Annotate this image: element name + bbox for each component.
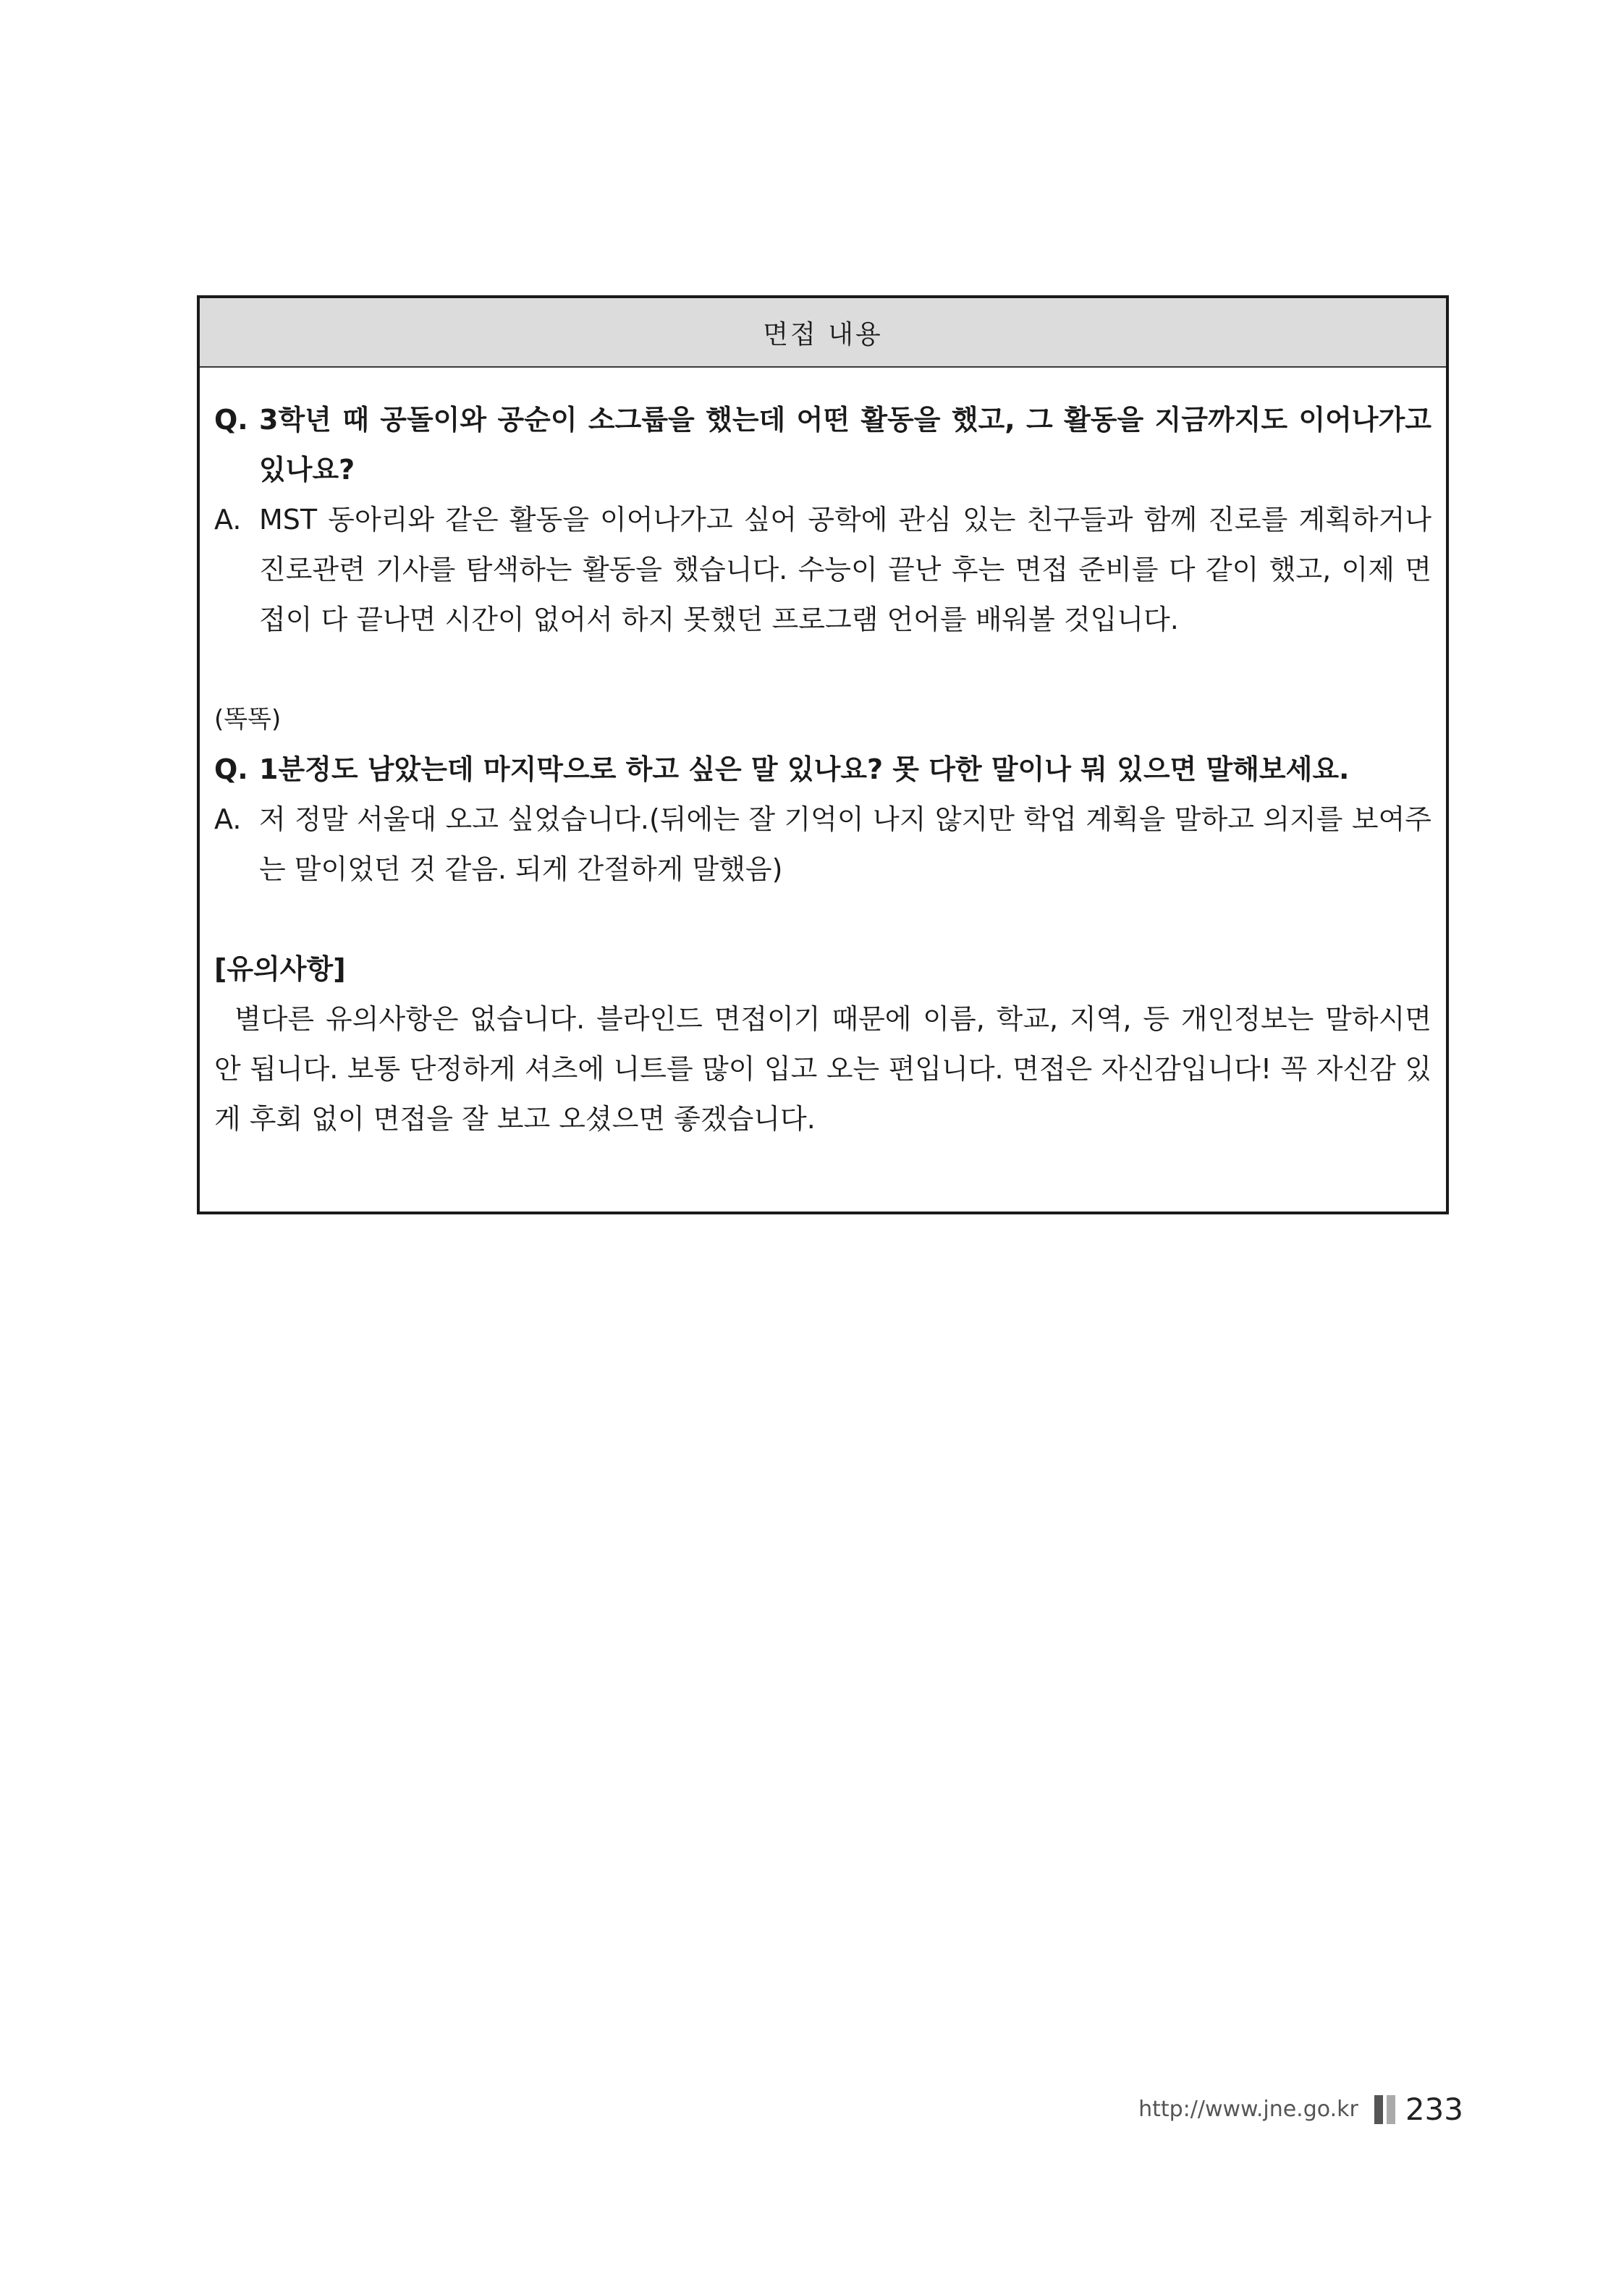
spacer (214, 645, 1431, 695)
question-1 (214, 395, 1431, 495)
interview-content-box (197, 295, 1449, 1214)
knock-note: (똑똑) (214, 705, 282, 734)
answer-marker: A. (214, 504, 242, 536)
box-header: 면접 내용 (200, 298, 1446, 368)
question-marker: Q. (214, 404, 248, 436)
answer-2 (214, 795, 1431, 895)
notes-body: 별다른 유의사항은 없습니다. 블라인드 면접이기 때문에 이름, 학교, 지역, 등 개인정보는 말하시면 안 됩니다. 보통 단정하게 셔츠에 니트를 많이 입고 오는 편입니다. 면접은 자신감입니다! 꼭 자신감 있게 후회 없이 면접을 잘 보고 오셨으면 좋겠습니다. (214, 1003, 1431, 1135)
box-content (200, 368, 1446, 1144)
spacer (214, 895, 1431, 944)
question-text: 1분정도 남았는데 마지막으로 하고 싶은 말 있나요? 못 다한 말이나 뭐 있으면 말해보세요. (259, 753, 1350, 785)
answer-marker: A. (214, 803, 242, 835)
question-text: 3학년 때 공돌이와 공순이 소그룹을 했는데 어떤 활동을 했고, 그 활동을 지금까지도 이어나가고 있나요? (259, 404, 1431, 486)
footer-url: http://www.jne.go.kr (1138, 2097, 1358, 2122)
answer-1 (214, 495, 1431, 645)
page-footer (1138, 2092, 1463, 2127)
answer-text: MST 동아리와 같은 활동을 이어나가고 싶어 공학에 관심 있는 친구들과 함께 진로를 계획하거나 진로관련 기사를 탐색하는 활동을 했습니다. 수능이 끝난 후는 면접 준비를 다 같이 했고, 이제 면접이 다 끝나면 시간이 없어서 하지 못했던 프로그램 언어를 배워볼 것입니다. (259, 504, 1431, 635)
footer-bars-icon (1374, 2095, 1395, 2124)
question-marker: Q. (214, 753, 248, 785)
question-2 (214, 745, 1431, 795)
answer-text: 저 정말 서울대 오고 싶었습니다.(뒤에는 잘 기억이 나지 않지만 학업 계획을 말하고 의지를 보여주는 말이었던 것 같음. 되게 간절하게 말했음) (259, 803, 1431, 885)
notes-title: [유의사항] (214, 953, 346, 985)
page-number: 233 (1405, 2092, 1463, 2127)
